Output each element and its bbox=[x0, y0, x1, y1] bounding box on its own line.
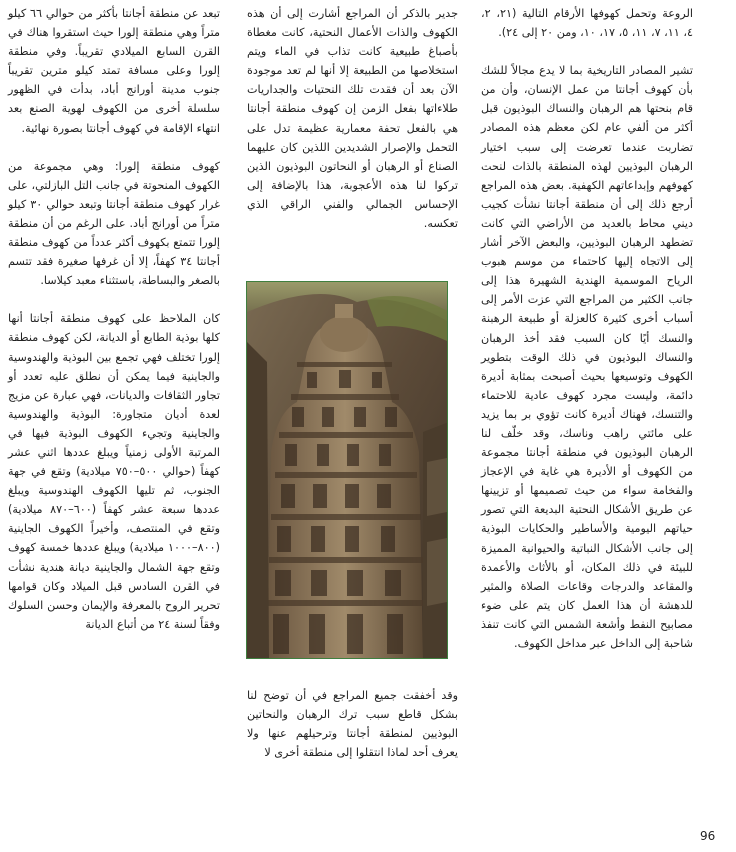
text-column-right bbox=[481, 4, 693, 672]
paragraph: الروعة وتحمل كهوفها الأرقام التالية (٢١، ٢، ٤، ١١، ٧، ١١، ٥، ١٧، ١٠، ومن ٢٠ إلى ٢٤). bbox=[481, 7, 693, 40]
paragraph: جدير بالذكر أن المراجع أشارت إلى أن هذه الكهوف والذات الأعمال النحتية، كانت مغطاة بأصباغ طبيعية كانت تذاب في الماء ويتم استخلاصها من الطبيعة إلا أنها لم تعد موجودة الآن بعد أن فقدت تلك النحتيات والجداريات طلاءاتها بفعل الزمن إن كهوف منطقة أجانتا هي بالفعل تحفة معمارية عظيمة تدل على التحمل والإصرار الشديدين اللذين كان عليهما الصناع أو الرهبان أو النحاتون البوذيون الذين تركوا لنا هذه الأعجوبة، هذا بالإضافة إلى الإحساس الجمالي والفني الراقي الذي تعكسه. bbox=[247, 7, 458, 231]
paragraph: تشير المصادر التاريخية بما لا يدع مجالاً للشك بأن كهوف أجانتا من عمل الإنسان، وأن من قام بنحتها هم الرهبان والنساك البوذيون قبل أكثر من ألفي عام لكن معظم هذه المصادر تضاربت عندما تعرضت إلى سبب اختيار الرهبان البوذيين لهذه المنطقة بالذات لنحت كهوفهم وإبداعاتهم الكهفية. بعض هذه المراجع أرجع ذلك إلى أن منطقة أجانتا نشأت كجيب ديني محاط بالعديد من الأراضي التي كانت تضطهد الرهبان البوذيين، والبعض الآخر أشار إلى الاتجاه إليها كاحتماء من موسم هبوب الرياح الموسمية الهندية الشهيرة هذا إلى جانب الكثير من المراجع التي عزت الأمر إلى أسباب أخرى كثيرة كالعزلة أو طبيعة الرهبنة والنسك أيًا كان السبب فقد أخذ الرهبان والنساك البوذيون في ذلك الوقت بتطوير الكهوف وتوسيعها بحيث أصبحت بمثابة أديرة دائمة، وليست مجرد كهوف عادية للاحتماء والتنسك، فهناك أديرة كانت تؤوي بر بما يزيد على مائتي راهب وناسك، وقد خلّف لنا الرهبان البوذيون في منطقة أجانتا مجموعة من الكهوف أو الأديرة هي غاية في الإعجاز والفخامة سواء من حيث تصميمها أو تزيينها عن طريق الأشكال النحتية البديعة التي تصور حياتهم اليومية والأساطير والحكايات البوذية إلى جانب الأشكال النباتية والحيوانية المميزة للبيئة في ذلك المكان، أو بالأثاث والأعمدة والمقاعد والدرجات وقاعات الصلاة والمثير للدهشة أن هذا العمل كان يتم على ضوء مصابيح النفط وأشعة الشمس التي كانت تنفذ شاحبة إلى الداخل عبر مداخل الكهوف. bbox=[481, 64, 693, 650]
text-column-middle bbox=[247, 4, 458, 252]
page-number: 96 bbox=[700, 829, 716, 843]
temple-carving-illustration bbox=[247, 282, 448, 659]
paragraph: كان الملاحظ على كهوف منطقة أجانتا أنها كلها بوذية الطابع أو الديانة، لكن كهوف منطقة إلورا تختلف فهي تجمع بين البوذية والهندوسية والجاينية فيما يمكن أن نطلق عليه تعدد أو تجاور الثقافات والديانات، فهي عبارة عن مزيج لعدة أديان متجاورة: البوذية والهندوسية والجاينية وتجيء الكهوف البوذية فيها في المرتبة الأولى زمنياً ويبلغ عددها اثني عشر كهفاً (حوالي ٥٠٠–٧٥٠ ميلادية) وتقع في جهة الجنوب، ثم تليها الكهوف الهندوسية ويبلغ عددها سبعة عشر كهفاً (٦٠٠–٨٧٠ ميلادية) وتقع في المنتصف، وأخيراً الكهوف الجاينية (٨٠٠–١٠٠٠ ميلادية) ويبلغ عددها خمسة كهوف وتقع جهة الشمال والجاينية ديانة هندية نشأت في القرن السادس قبل الميلاد وكان قوامها تحرير الروح بالمعرفة والإيمان وحسن السلوك وفقاً لسنة ٢٤ من أتباع الديانة bbox=[8, 312, 220, 631]
paragraph: كهوف منطقة إلورا: وهي مجموعة من الكهوف المنحوتة في جانب التل البازلتي، على غرار كهوف منطقة أجانتا وتبعد حوالي ٣٠ كيلو متراً من أورانج أباد. على الرغم من أن منطقة إلورا تتمتع بكهوف أكثر عدداً من كهوف منطقة أجانتا ٣٤ كهفاً، إلا أن غرفها صغيرة فقد تتسم بالصغر والبساطة، باستثناء معبد كيلاسا. bbox=[8, 159, 221, 288]
text-column-middle-bottom bbox=[247, 686, 458, 781]
paragraph: وقد أخفقت جميع المراجع في أن توضح لنا بشكل قاطع سبب ترك الرهبان والنحاتين البوذيين لمنطقة أجانتا وترحيلهم عنها ولا يعرف أحد لماذا انتقلوا إلى منطقة أخرى لا bbox=[247, 689, 458, 760]
text-column-left bbox=[8, 4, 220, 653]
paragraph: تبعد عن منطقة أجانتا بأكثر من حوالي ٦٦ كيلو متراً وهي منطقة إلورا حيث استقروا هناك في القرن السابع الميلادي تقريباً. وفي منطقة إلورا وعلى مسافة تمتد كيلو مترين تقريباً جنوب مدينة أورانج أباد، بدأت في الظهور سلسلة أخرى من الكهوف لهوية الصنع بعد انتهاء الإقامة في كهوف أجانتا بصورة نهائية. bbox=[8, 7, 220, 135]
temple-photo bbox=[246, 281, 448, 659]
